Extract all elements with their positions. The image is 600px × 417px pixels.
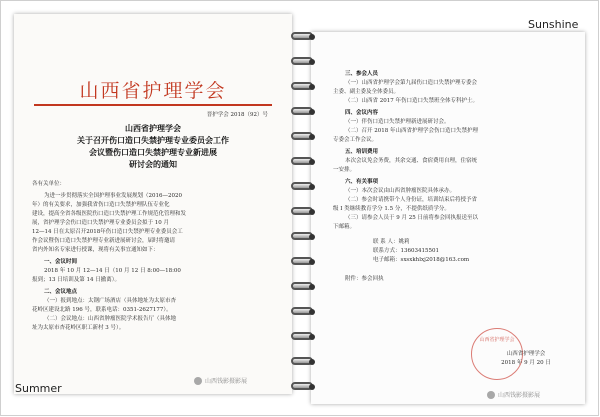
body-line: 专委会工作会议。 bbox=[333, 137, 378, 143]
body-line: 作会议暨伤口造口失禁护理专业新进展研讨会，届时将邀请 bbox=[32, 238, 176, 244]
body-line: 2018 年 10 月 12—14 日（10 月 12 日 8:00—18:00 bbox=[44, 268, 181, 274]
body-line: 建设，提高全省各级医院伤口造口失禁护理工作规范化管理和发 bbox=[32, 211, 187, 217]
watermark-logo-icon bbox=[194, 377, 202, 385]
binder-ring bbox=[291, 82, 313, 92]
binder-ring bbox=[291, 57, 313, 67]
watermark-text: 山西钱影摄影展 bbox=[205, 378, 248, 385]
binder-ring bbox=[291, 232, 313, 242]
greeting: 各有关单位： bbox=[32, 181, 66, 187]
document-page-right bbox=[311, 32, 585, 404]
binder-ring bbox=[291, 182, 313, 192]
letterhead-red-rule bbox=[34, 104, 272, 106]
body-line: （二）参会时请携带个人身份证，培训结束后将授予省 bbox=[345, 197, 478, 203]
binder-ring bbox=[291, 107, 313, 117]
signature-block bbox=[471, 350, 581, 368]
binder-ring bbox=[291, 257, 313, 267]
body-line: 一安排。 bbox=[333, 167, 356, 173]
letter-body bbox=[32, 180, 277, 333]
org-letterhead-title: 山西省护理学会 bbox=[79, 80, 227, 102]
body-line: 址为太原市杏花岭区职工新村 3 号）。 bbox=[32, 325, 125, 331]
binder-ring bbox=[291, 332, 313, 342]
body-line: 报到；13 日培训及第 14 日撤离）。 bbox=[32, 277, 120, 283]
signature-date: 2018 年 9 月 20 日 bbox=[501, 360, 551, 366]
contact-email: 电子邮箱：sxsxkhlxj2018@163.com bbox=[373, 257, 470, 263]
section-heading-content: 四、会议内容 bbox=[345, 110, 379, 116]
body-line: 级 I 类继续教育学分 1.5 分，不提供纸质学分。 bbox=[333, 206, 450, 212]
contact-phone: 联系方式：13603415501 bbox=[373, 248, 439, 254]
document-number: 晋护学会 2018（92）号 bbox=[206, 112, 268, 118]
body-line: 12—14 日在太原召开2018年伤口造口失禁护理专业委员会工 bbox=[32, 229, 183, 235]
letter-body-continued bbox=[333, 70, 573, 284]
label-summer: Summer bbox=[15, 382, 62, 395]
body-line: 主委、副主委及全体委员。 bbox=[333, 89, 400, 95]
section-heading-place: 二、会议地点 bbox=[44, 289, 78, 295]
seal-text: 山西省护理学会 bbox=[479, 337, 515, 343]
watermark-left bbox=[194, 376, 247, 385]
attachment-note: 附件：参会回执 bbox=[345, 276, 384, 282]
binder-ring bbox=[291, 282, 313, 292]
document-page-left bbox=[14, 14, 292, 394]
watermark-text: 山西钱影摄影展 bbox=[498, 392, 541, 399]
section-heading-fees: 五、培训费用 bbox=[345, 149, 379, 155]
body-line: 为进一步贯彻落实全国护理事业发展规划（2016—2020 bbox=[44, 193, 182, 199]
body-line: 下邮箱。 bbox=[333, 224, 356, 230]
heading-line: 会议暨伤口造口失禁护理专业新进展 bbox=[89, 147, 217, 157]
watermark-logo-icon bbox=[487, 391, 495, 399]
body-line: （二）山西省 2017 年伤口造口失禁班全体专科护士。 bbox=[345, 98, 478, 104]
body-line: 省内外知名专家进行授课，现将有关事宜通知如下： bbox=[32, 247, 159, 253]
binder-ring bbox=[291, 307, 313, 317]
body-line: （一）报到地点：太钢广场酒店（具体地址为太原市杏 bbox=[44, 298, 177, 304]
body-line: （三）请参会人员于 9 月 25 日前将参会回执报送至以 bbox=[345, 215, 478, 221]
body-line: 展，省护理学会伤口造口失禁护理专业委员会拟于 10 月 bbox=[32, 220, 169, 226]
heading-line: 研讨会的通知 bbox=[129, 159, 177, 169]
body-line: （一）本次会议由山西省肿瘤医院具体承办。 bbox=[345, 188, 456, 194]
signature-org: 山西省护理学会 bbox=[506, 351, 546, 357]
binder-ring bbox=[291, 357, 313, 367]
body-line: 本次会议免会务费，其余交通、食宿费用自理，住宿统 bbox=[345, 158, 478, 164]
section-heading-time: 一、会议时间 bbox=[44, 259, 78, 265]
binder-ring bbox=[291, 32, 313, 42]
body-line: （一）山西省护理学会第九届伤口造口失禁护理专委会 bbox=[345, 80, 478, 86]
body-line: （一）伴伤口造口失禁护理新进展研讨会。 bbox=[345, 119, 450, 125]
heading-line: 山西省护理学会 bbox=[125, 123, 181, 133]
body-line: （二）会议地点：山西省肿瘤医院学术报告厅（具体地 bbox=[44, 316, 177, 322]
contact-name: 联 系 人：姚莉 bbox=[373, 239, 410, 245]
document-heading bbox=[36, 122, 270, 170]
binder-ring bbox=[291, 132, 313, 142]
body-line: 花岭区建设北路 196 号，联系电话：0351-2627177）。 bbox=[32, 307, 172, 313]
label-sunshine: Sunshine bbox=[528, 18, 579, 31]
binder-ring bbox=[291, 382, 313, 392]
binder-ring bbox=[291, 157, 313, 167]
watermark-right bbox=[487, 390, 540, 399]
section-heading-notes: 六、有关事项 bbox=[345, 179, 379, 185]
body-line: （二）召开 2018 年山西省护理学会伤口造口失禁护理 bbox=[345, 128, 478, 134]
section-heading-attendees: 三、参会人员 bbox=[345, 71, 379, 77]
heading-line: 关于召开伤口造口失禁护理专业委员会工作 bbox=[77, 135, 229, 145]
binder-ring bbox=[291, 207, 313, 217]
body-line: 年）的有关要求，加强我省伤口造口失禁护理队伍专业化 bbox=[32, 202, 170, 208]
